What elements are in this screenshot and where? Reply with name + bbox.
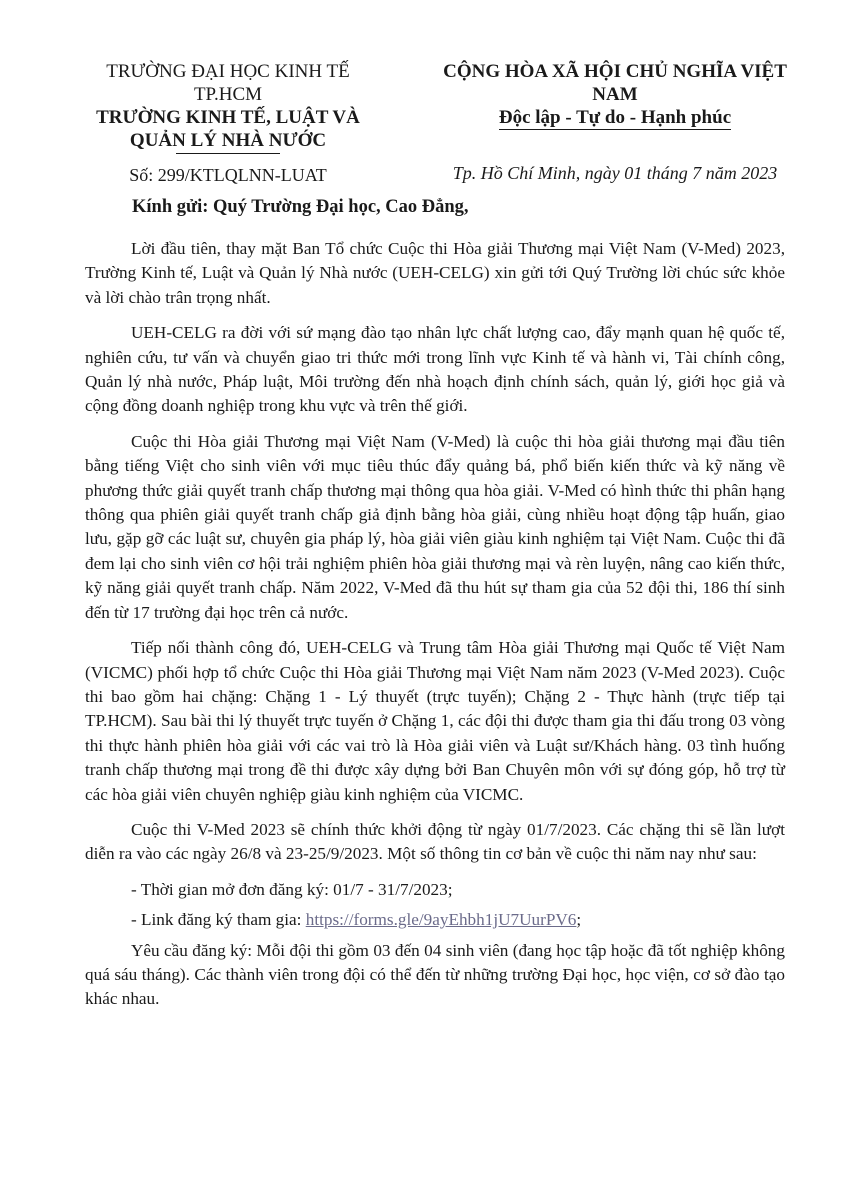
header-divider [176,153,280,154]
document-date: Tp. Hồ Chí Minh, ngày 01 tháng 7 năm 2023 [452,163,778,183]
letter-body [85,237,785,1023]
paragraph-about-school: UEH-CELG ra đời với sứ mạng đào tạo nhân lực chất lượng cao, đẩy mạnh quan hệ quốc tế, nghiên cứu, tư vấn và chuyển giao tri thức mới trong lĩnh vực Kinh tế và hành vi, Tài chính công, Quản lý nhà nước, Pháp luật, Môi trường đến nhà hoạch định chính sách, quản lý, giới học giả và cộng đồng doanh nghiệp trong khu vực và trên thế giới. [85,323,785,416]
national-motto: Độc lập - Tự do - Hạnh phúc [498,107,732,128]
school-name-line2: QUẢN LÝ NHÀ NƯỚC [129,130,327,151]
registration-link-suffix: ; [576,910,582,930]
paragraph-about-competition: Cuộc thi Hòa giải Thương mại Việt Nam (V-Med) là cuộc thi hòa giải thương mại đầu tiên bằng tiếng Việt cho sinh viên với mục tiêu thúc đẩy quảng bá, phổ biến kiến thức và kỹ năng về phương thức giải quyết tranh chấp thương mại thông qua hòa giải. V-Med có hình thức thi phân hạng thông qua phiên giải quyết tranh chấp giả định bằng hòa giải, cùng nhiều hoạt động tập huấn, giao lưu, gặp gỡ các luật sư, chuyên gia pháp lý, hòa giải viên giàu kinh nghiệm tại Việt Nam. Cuộc thi đã đem lại cho sinh viên cơ hội trải nghiệm phiên hòa giải thương mại và rèn luyện, nâng cao kiến thức, kỹ năng giải quyết tranh chấp. Năm 2022, V-Med đã thu hút sự tham gia của 52 đội thi, 186 thí sinh đến từ 17 trường đại học trên cả nước. [85,431,785,622]
letter-header [0,60,848,185]
paragraph-requirements: Yêu cầu đăng ký: Mỗi đội thi gồm 03 đến 04 sinh viên (đang học tập hoặc đã tốt nghiệp không quá sáu tháng). Các thành viên trong đội có thể đến từ những trường Đại học, học viện, cơ sở đào tạo khác nhau. [85,940,785,1009]
paragraph-organization: Tiếp nối thành công đó, UEH-CELG và Trung tâm Hòa giải Thương mại Quốc tế Việt Nam (VICMC) phối hợp tổ chức Cuộc thi Hòa giải Thương mại Việt Nam năm 2023 (V-Med 2023). Cuộc thi bao gồm hai chặng: Chặng 1 - Lý thuyết (trực tuyến); Chặng 2 - Thực hành (trực tiếp tại TP.HCM). Sau bài thi lý thuyết trực tuyến ở Chặng 1, các đội thi được tham gia thi đấu trong 03 vòng thi thực hành phiên hòa giải với các vai trò là Hòa giải viên và Luật sư/Khách hàng. 03 tình huống tranh chấp thương mại trong đề thi được xây dựng bởi Ban Chuyên môn với sự đóng góp, hỗ trợ từ các hòa giải viên chuyên nghiệp giàu kinh nghiệm của VICMC. [85,638,785,804]
school-name-line1: TRƯỜNG KINH TẾ, LUẬT VÀ [96,107,360,128]
issuer-block [78,60,378,187]
paragraph-schedule: Cuộc thi V-Med 2023 sẽ chính thức khởi động từ ngày 01/7/2023. Các chặng thi sẽ lần lượt diễn ra vào các ngày 26/8 và 23-25/9/2023. Một số thông tin cơ bản về cuộc thi năm nay như sau: [85,819,785,864]
salutation: Kính gửi: Quý Trường Đại học, Cao Đẳng, [132,197,469,217]
national-block [430,60,800,185]
national-title: CỘNG HÒA XÃ HỘI CHỦ NGHĨA VIỆT NAM [443,61,787,105]
registration-link[interactable]: https://forms.gle/9ayEhbh1jU7UurPV6 [305,910,577,930]
list-item-registration-period: - Thời gian mở đơn đăng ký: 01/7 - 31/7/2023; [131,879,453,899]
paragraph-greeting: Lời đầu tiên, thay mặt Ban Tổ chức Cuộc thi Hòa giải Thương mại Việt Nam (V-Med) 2023, Trường Kinh tế, Luật và Quản lý Nhà nước (UEH-CELG) xin gửi tới Quý Trường lời chúc sức khỏe và lời chào trân trọng nhất. [85,239,785,307]
list-item-registration-link [85,908,785,932]
document-number: Số: 299/KTLQLNN-LUAT [129,165,327,185]
registration-link-label: - Link đăng ký tham gia: [131,910,306,930]
university-name: TRƯỜNG ĐẠI HỌC KINH TẾ TP.HCM [106,61,350,105]
